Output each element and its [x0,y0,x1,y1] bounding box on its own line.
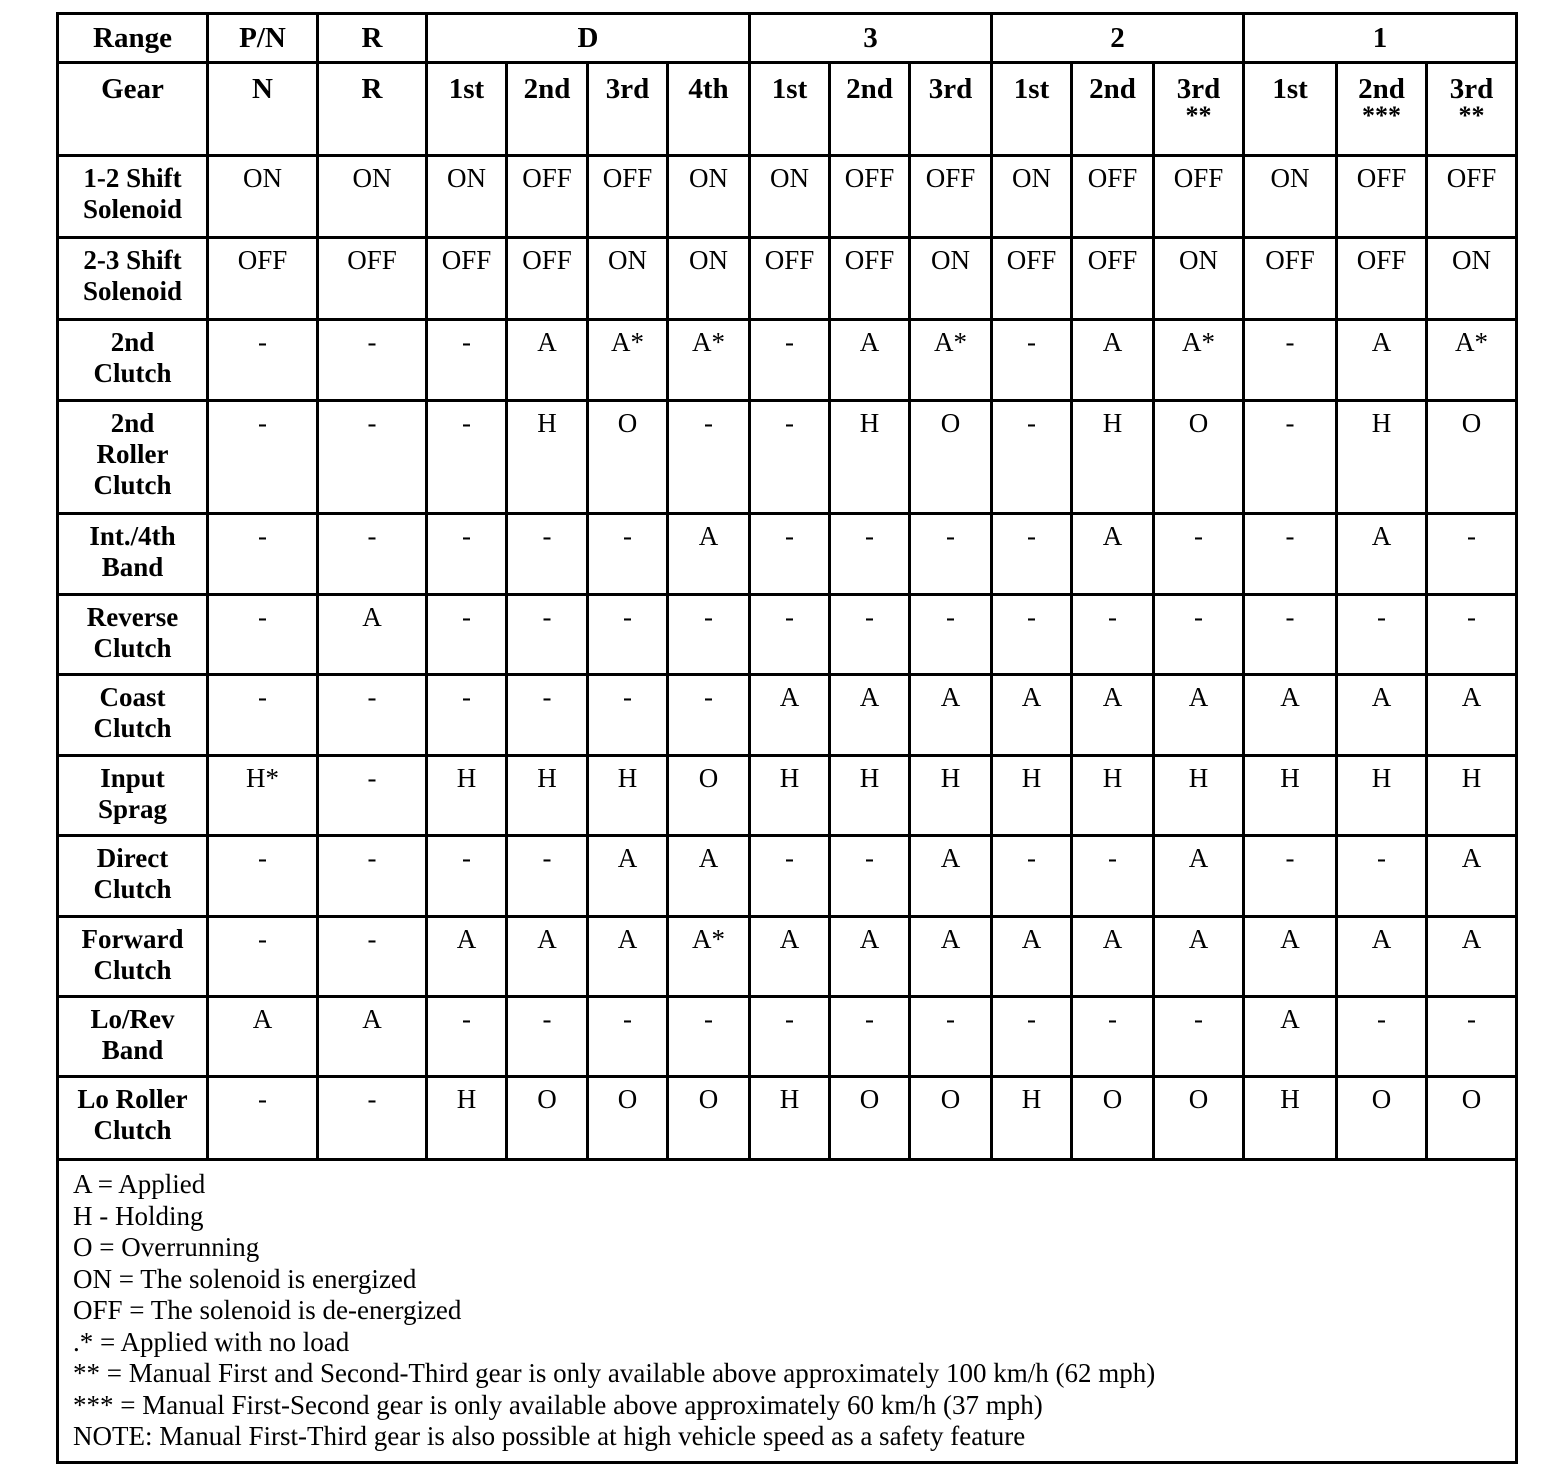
table-cell: ON [910,238,992,320]
table-cell: - [1154,997,1244,1077]
table-row [58,595,1517,675]
table-cell: H [830,401,910,514]
table-cell: A* [910,320,992,401]
row-label-line: Clutch [93,1115,172,1145]
table-cell: ON [750,156,830,238]
table-cell: - [318,1077,427,1160]
row-label-line: Reverse [86,602,179,632]
gear-header-cell [1072,63,1154,156]
table-row [58,756,1517,836]
row-label [58,756,208,836]
table-row [58,401,1517,514]
gear-label: 1st [1272,73,1308,105]
table-cell: H [1244,1077,1337,1160]
table-cell: H [427,1077,507,1160]
table-cell: H* [208,756,318,836]
table-cell: - [427,997,507,1077]
gear-header-cell [1154,63,1244,156]
table-cell: ON [1154,238,1244,320]
table-cell: A [668,836,750,917]
table-cell: A [1154,836,1244,917]
gear-application-chart [56,12,1518,1464]
row-label-line: 2nd [110,408,155,438]
range-header-cell: D [427,14,750,63]
table-cell: A [208,997,318,1077]
table-cell: - [830,514,910,595]
table-row [58,836,1517,917]
table-cell: - [318,917,427,997]
table-cell: H [427,756,507,836]
table-cell: ON [588,238,668,320]
gear-label: N [252,73,273,105]
table-cell: H [750,756,830,836]
table-cell: H [1072,401,1154,514]
legend-row [58,1160,1517,1463]
table-cell: - [1244,595,1337,675]
table-cell: O [830,1077,910,1160]
table-cell: - [208,1077,318,1160]
gear-label: 4th [688,73,729,105]
legend-line: .* = Applied with no load [73,1326,350,1357]
table-cell: - [507,514,588,595]
row-label-line: 2nd [110,327,155,357]
table-cell: H [910,756,992,836]
table-cell: A [1154,917,1244,997]
table-cell: - [427,320,507,401]
row-label-line: Clutch [93,713,172,743]
table-cell: H [588,756,668,836]
table-cell: O [1427,1077,1517,1160]
gear-header-cell [1337,63,1427,156]
table-cell: - [668,595,750,675]
table-cell: - [1072,836,1154,917]
table-cell: - [427,514,507,595]
table-cell: A [1427,675,1517,756]
table-row [58,514,1517,595]
table-cell: A [588,836,668,917]
table-cell: - [208,595,318,675]
table-cell: - [992,595,1072,675]
table-cell: A [910,675,992,756]
table-cell: OFF [1244,238,1337,320]
table-cell: OFF [588,156,668,238]
table-cell: - [668,997,750,1077]
gear-header-cell [992,63,1072,156]
gear-label: 3rd [1176,73,1221,105]
gear-label: 1st [1013,73,1050,105]
gear-header-cell [830,63,910,156]
row-label-line: 2-3 Shift [83,245,182,275]
table-cell: A [1244,917,1337,997]
table-cell: - [992,320,1072,401]
table-cell: A* [668,917,750,997]
range-header-row [58,14,1517,63]
table-cell: A* [588,320,668,401]
table-row [58,238,1517,320]
row-label-line: Coast [99,682,166,712]
table-cell: O [910,1077,992,1160]
gear-label: 1st [448,73,485,105]
range-reference-table [56,12,1518,1464]
table-cell: O [668,756,750,836]
row-label [58,238,208,320]
table-cell: A [1244,997,1337,1077]
table-cell: - [427,401,507,514]
row-label-line: Clutch [93,358,172,388]
table-row [58,997,1517,1077]
table-row [58,1077,1517,1160]
gear-header-label: Gear [58,63,208,156]
row-label-line: Band [101,552,164,582]
table-cell: A [318,997,427,1077]
table-cell: O [910,401,992,514]
gear-header-cell [427,63,507,156]
table-cell: A [1337,514,1427,595]
table-cell: - [208,675,318,756]
table-cell: ON [992,156,1072,238]
table-cell: OFF [1072,238,1154,320]
table-cell: OFF [1337,156,1427,238]
table-row [58,675,1517,756]
table-cell: ON [208,156,318,238]
table-cell: O [588,1077,668,1160]
row-label-line: 1-2 Shift [83,163,182,193]
table-cell: A [992,675,1072,756]
row-label-line: Clutch [93,633,172,663]
table-cell: A [830,675,910,756]
table-cell: - [992,997,1072,1077]
table-cell: - [1072,997,1154,1077]
table-cell: - [910,595,992,675]
table-cell: ON [1427,238,1517,320]
table-cell: OFF [507,156,588,238]
table-cell: - [507,997,588,1077]
table-row [58,320,1517,401]
table-cell: - [1427,595,1517,675]
table-cell: OFF [830,156,910,238]
table-cell: OFF [1154,156,1244,238]
table-cell: O [1337,1077,1427,1160]
table-cell: - [750,997,830,1077]
table-cell: - [1337,595,1427,675]
table-cell: O [1154,1077,1244,1160]
legend-line: NOTE: Manual First-Third gear is also possible at high vehicle speed as a safety feature [73,1421,1026,1451]
range-header-cell: 3 [750,14,992,63]
gear-header-cell [668,63,750,156]
table-cell: O [588,401,668,514]
legend-line: O = Overrunning [73,1232,260,1262]
gear-label: 1st [771,73,808,105]
range-header-cell: 1 [1244,14,1517,63]
table-cell: A [1427,917,1517,997]
range-header-label: Range [58,14,208,63]
table-cell: OFF [1337,238,1427,320]
table-cell: - [208,320,318,401]
row-label [58,156,208,238]
row-label [58,1077,208,1160]
table-cell: - [318,675,427,756]
table-cell: A [1337,675,1427,756]
table-cell: A [1337,917,1427,997]
legend-line: OFF = The solenoid is de-energized [73,1295,462,1325]
table-cell: - [668,675,750,756]
table-cell: - [830,836,910,917]
table-cell: H [750,1077,830,1160]
table-cell: A [992,917,1072,997]
gear-label: 2nd [846,73,893,105]
table-cell: - [830,997,910,1077]
legend-line: ** = Manual First and Second-Third gear is only available above approximately 100 km/h (62 mph) [73,1358,1156,1388]
gear-header-cell [1427,63,1517,156]
table-cell: - [427,675,507,756]
table-cell: OFF [910,156,992,238]
table-cell: - [668,401,750,514]
gear-footnote-mark: ** [1458,101,1485,130]
table-cell: A [318,595,427,675]
row-label-line: Solenoid [82,194,183,224]
row-label-line: Lo/Rev [90,1004,175,1034]
table-cell: - [1244,836,1337,917]
table-cell: H [1244,756,1337,836]
row-label-line: Clutch [93,874,172,904]
row-label [58,401,208,514]
gear-label: R [361,73,383,105]
table-cell: - [208,401,318,514]
table-cell: - [830,595,910,675]
gear-footnote-mark: *** [1362,101,1402,130]
gear-label: 3rd [605,73,650,105]
table-cell: O [507,1077,588,1160]
table-cell: - [1154,595,1244,675]
row-label-line: Input [100,763,165,793]
table-cell: A [1072,917,1154,997]
table-cell: A [1072,514,1154,595]
table-cell: - [318,756,427,836]
table-cell: OFF [208,238,318,320]
table-cell: - [507,595,588,675]
table-cell: - [750,401,830,514]
table-cell: - [1427,514,1517,595]
table-cell: OFF [507,238,588,320]
row-label [58,514,208,595]
table-cell: - [750,836,830,917]
gear-label: 2nd [1089,73,1136,105]
table-cell: OFF [1427,156,1517,238]
table-cell: O [1154,401,1244,514]
table-cell: A [668,514,750,595]
table-cell: A [588,917,668,997]
table-cell: ON [318,156,427,238]
row-label-line: Forward [81,924,184,954]
range-header-cell: P/N [208,14,318,63]
row-label [58,675,208,756]
table-cell: - [1154,514,1244,595]
table-cell: A [427,917,507,997]
row-label-line: Clutch [93,470,172,500]
gear-header-row [58,63,1517,156]
table-cell: H [1337,401,1427,514]
gear-header-cell [507,63,588,156]
row-label [58,836,208,917]
table-cell: - [1244,320,1337,401]
row-label [58,917,208,997]
table-cell: - [588,595,668,675]
table-cell: OFF [1072,156,1154,238]
table-cell: H [1427,756,1517,836]
row-label-line: Direct [96,843,169,873]
gear-label: 3rd [1449,73,1494,105]
gear-header-cell [208,63,318,156]
table-cell: - [208,514,318,595]
table-cell: A [1154,675,1244,756]
table-cell: OFF [318,238,427,320]
table-cell: - [427,595,507,675]
table-cell: H [992,1077,1072,1160]
table-cell: - [992,401,1072,514]
legend-line: *** = Manual First-Second gear is only available above approximately 60 km/h (37 mph) [73,1389,1043,1420]
table-cell: A [750,675,830,756]
table-row [58,156,1517,238]
row-label [58,997,208,1077]
table-cell: A* [668,320,750,401]
table-cell: - [318,836,427,917]
table-cell: H [1154,756,1244,836]
table-cell: A* [1427,320,1517,401]
gear-footnote-mark: ** [1185,101,1212,130]
table-cell: A [1337,320,1427,401]
table-cell: OFF [830,238,910,320]
row-label-line: Lo Roller [77,1084,188,1114]
legend [58,1160,1517,1463]
table-cell: - [208,836,318,917]
table-cell: A [507,917,588,997]
table-cell: - [318,320,427,401]
table-cell: - [507,836,588,917]
table-cell: ON [668,156,750,238]
component-rows [58,156,1517,1160]
table-cell: A [830,917,910,997]
table-cell: ON [1244,156,1337,238]
table-cell: - [507,675,588,756]
table-cell: H [1337,756,1427,836]
row-label [58,320,208,401]
gear-label: 2nd [523,73,571,105]
gear-header-cell [750,63,830,156]
table-cell: - [750,595,830,675]
table-cell: A [830,320,910,401]
gear-label: 2nd [1358,73,1405,105]
table-cell: - [750,320,830,401]
table-cell: - [1244,514,1337,595]
legend-line: ON = The solenoid is energized [73,1263,417,1294]
table-row [58,917,1517,997]
table-cell: OFF [427,238,507,320]
table-cell: A [507,320,588,401]
table-cell: O [1072,1077,1154,1160]
table-cell: A [910,917,992,997]
table-cell: H [507,756,588,836]
legend-line: H - Holding [73,1200,204,1231]
row-label-line: Solenoid [82,276,183,306]
table-cell: A [1072,320,1154,401]
legend-line: A = Applied [73,1169,206,1199]
gear-header-cell [318,63,427,156]
table-cell: - [588,514,668,595]
row-label-line: Int./4th [89,521,176,551]
table-cell: - [910,997,992,1077]
table-cell: A [750,917,830,997]
table-cell: H [830,756,910,836]
gear-header-cell [910,63,992,156]
range-header-cell: 2 [992,14,1244,63]
table-cell: H [1072,756,1154,836]
table-cell: A [1427,836,1517,917]
table-cell: O [1427,401,1517,514]
row-label-line: Sprag [97,794,168,824]
table-cell: A [1072,675,1154,756]
table-cell: H [507,401,588,514]
table-cell: - [750,514,830,595]
table-cell: A [1244,675,1337,756]
table-cell: - [1337,836,1427,917]
table-cell: - [992,514,1072,595]
table-cell: - [1337,997,1427,1077]
table-cell: - [1244,401,1337,514]
table-cell: - [318,514,427,595]
table-cell: - [992,836,1072,917]
table-cell: OFF [750,238,830,320]
table-cell: - [588,997,668,1077]
table-cell: - [318,401,427,514]
table-cell: - [208,917,318,997]
row-label-line: Clutch [93,955,172,985]
table-cell: H [992,756,1072,836]
gear-header-cell [588,63,668,156]
table-cell: - [427,836,507,917]
table-cell: O [668,1077,750,1160]
table-cell: - [910,514,992,595]
table-cell: OFF [992,238,1072,320]
row-label [58,595,208,675]
gear-header-cell [1244,63,1337,156]
table-cell: ON [668,238,750,320]
table-cell: ON [427,156,507,238]
row-label-line: Band [101,1035,164,1065]
gear-label: 3rd [928,73,973,105]
table-cell: A [910,836,992,917]
table-cell: - [1072,595,1154,675]
table-cell: - [1427,997,1517,1077]
table-cell: - [588,675,668,756]
range-header-cell: R [318,14,427,63]
row-label-line: Roller [96,439,169,469]
table-cell: A* [1154,320,1244,401]
